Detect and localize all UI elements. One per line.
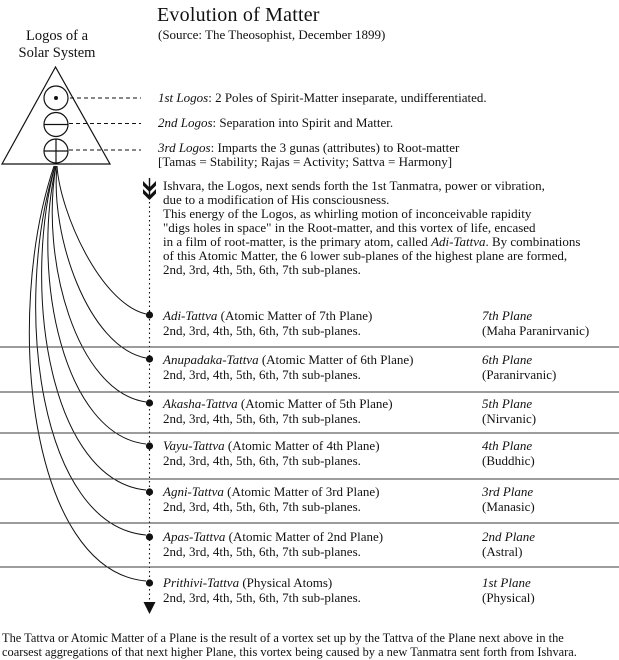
logos-caption-line1: Logos of a bbox=[25, 28, 88, 44]
third-logos-gunas: [Tamas = Stability; Rajas = Activity; Sattva = Harmony] bbox=[158, 154, 453, 169]
plane-subplanes: 2nd, 3rd, 4th, 5th, 6th, 7th sub-planes. bbox=[163, 411, 361, 426]
plane-label-4th: 4th Plane (Buddhic) bbox=[482, 438, 535, 468]
plane-label-5th: 5th Plane (Nirvanic) bbox=[482, 396, 537, 426]
plane-bullet-3 bbox=[146, 399, 153, 406]
plane-name: Adi-Tattva bbox=[163, 308, 218, 323]
third-logos-text: 3rd Logos: Imparts the 3 gunas (attributes) to Root-matter [Tamas = Stability; Rajas = Activity; Sattva = Harmony] bbox=[158, 140, 460, 169]
plane-bullet-6 bbox=[146, 533, 153, 540]
second-logos-text: 2nd Logos: Separation into Spirit and Matter. bbox=[158, 115, 394, 130]
plane-label-1st: 1st Plane (Physical) bbox=[482, 575, 535, 605]
plane-bullet-4 bbox=[146, 442, 153, 449]
plane-label-6th: 6th Plane (Paranirvanic) bbox=[482, 352, 557, 382]
plane-bullet-5 bbox=[146, 488, 153, 495]
emanation-curve-2 bbox=[56, 166, 146, 358]
tanmatra-double-arrowhead-icon bbox=[143, 178, 156, 200]
plane-bullet-2 bbox=[146, 355, 153, 362]
plane-subplanes: 2nd, 3rd, 4th, 5th, 6th, 7th sub-planes. bbox=[163, 453, 361, 468]
plane-row-4th: Vayu-Tattva (Atomic Matter of 4th Plane) 2nd, 3rd, 4th, 5th, 6th, 7th sub-planes. bbox=[163, 438, 380, 468]
first-logos-label: 1st Logos bbox=[158, 90, 209, 105]
third-logos-label: 3rd Logos bbox=[158, 140, 211, 155]
plane-name: Akasha-Tattva bbox=[163, 396, 238, 411]
plane-name: Anupadaka-Tattva bbox=[163, 352, 259, 367]
page-title: Evolution of Matter bbox=[157, 4, 320, 26]
plane-row-2nd: Apas-Tattva (Atomic Matter of 2nd Plane) 2nd, 3rd, 4th, 5th, 6th, 7th sub-planes. bbox=[163, 529, 384, 559]
plane-name: Apas-Tattva bbox=[163, 529, 226, 544]
footer-caption-line1: The Tattva or Atomic Matter of a Plane is the result of a vortex set up by the Tattva of the Plane next above in the bbox=[2, 631, 564, 645]
emanation-curve-7 bbox=[29, 166, 146, 581]
plane-row-7th: Adi-Tattva (Atomic Matter of 7th Plane) 2nd, 3rd, 4th, 5th, 6th, 7th sub-planes. bbox=[163, 308, 373, 338]
footer-caption-line2: coarsest aggregations of that next higher Plane, this vortex being caused by a new Tanmatra sent forth from Ishvara. bbox=[2, 645, 577, 659]
plane-label-7th: 7th Plane (Maha Paranirvanic) bbox=[482, 308, 590, 338]
ishvara-paragraph: Ishvara, the Logos, next sends forth the 1st Tanmatra, power or vibration, due to a modification of His consciousness. This energy of the Logos, as whirling motion of inconceivable rapidity "digs holes in space" in the Root-matter, and this vortex of life, encased in a film of root-matter, is the primary atom, called Adi-Tattva. By combinations of this Atomic Matter, the 6 lower sub-planes of the highest plane are formed, 2nd, 3rd, 4th, 5th, 6th, 7th sub-planes. bbox=[163, 178, 581, 277]
first-logos-dot bbox=[54, 96, 58, 100]
plane-subplanes: 2nd, 3rd, 4th, 5th, 6th, 7th sub-planes. bbox=[163, 544, 361, 559]
plane-subplanes: 2nd, 3rd, 4th, 5th, 6th, 7th sub-planes. bbox=[163, 499, 361, 514]
plane-row-3rd: Agni-Tattva (Atomic Matter of 3rd Plane) 2nd, 3rd, 4th, 5th, 6th, 7th sub-planes. bbox=[163, 484, 380, 514]
logos-caption-line2: Solar System bbox=[18, 44, 96, 61]
plane-subplanes: 2nd, 3rd, 4th, 5th, 6th, 7th sub-planes. bbox=[163, 367, 361, 382]
plane-label-3rd: 3rd Plane (Manasic) bbox=[482, 484, 535, 514]
plane-name: Vayu-Tattva bbox=[163, 438, 225, 453]
emanation-curve-3 bbox=[52, 166, 146, 402]
logos-caption bbox=[0, 28, 114, 61]
second-logos-label: 2nd Logos bbox=[158, 115, 213, 130]
plane-label-2nd: 2nd Plane (Astral) bbox=[482, 529, 536, 559]
page-subtitle: (Source: The Theosophist, December 1899) bbox=[158, 27, 386, 42]
plane-name: Agni-Tattva bbox=[163, 484, 224, 499]
plane-row-1st: Prithivi-Tattva (Physical Atoms) 2nd, 3rd, 4th, 5th, 6th, 7th sub-planes. bbox=[163, 575, 361, 605]
emanation-curve-4 bbox=[48, 166, 146, 444]
plane-subplanes: 2nd, 3rd, 4th, 5th, 6th, 7th sub-planes. bbox=[163, 323, 361, 338]
first-logos-text: 1st Logos: 2 Poles of Spirit-Matter inseparate, undifferentiated. bbox=[158, 90, 487, 105]
plane-bullet-7 bbox=[146, 579, 153, 586]
emanation-curve-1 bbox=[57, 166, 146, 314]
plane-name: Prithivi-Tattva bbox=[163, 575, 240, 590]
plane-row-5th: Akasha-Tattva (Atomic Matter of 5th Plane) 2nd, 3rd, 4th, 5th, 6th, 7th sub-planes. bbox=[163, 396, 393, 426]
flow-end-arrow-icon bbox=[144, 602, 156, 614]
plane-row-6th: Anupadaka-Tattva (Atomic Matter of 6th Plane) 2nd, 3rd, 4th, 5th, 6th, 7th sub-planes. bbox=[163, 352, 414, 382]
plane-subplanes: 2nd, 3rd, 4th, 5th, 6th, 7th sub-planes. bbox=[163, 590, 361, 605]
plane-bullet-1 bbox=[146, 311, 153, 318]
